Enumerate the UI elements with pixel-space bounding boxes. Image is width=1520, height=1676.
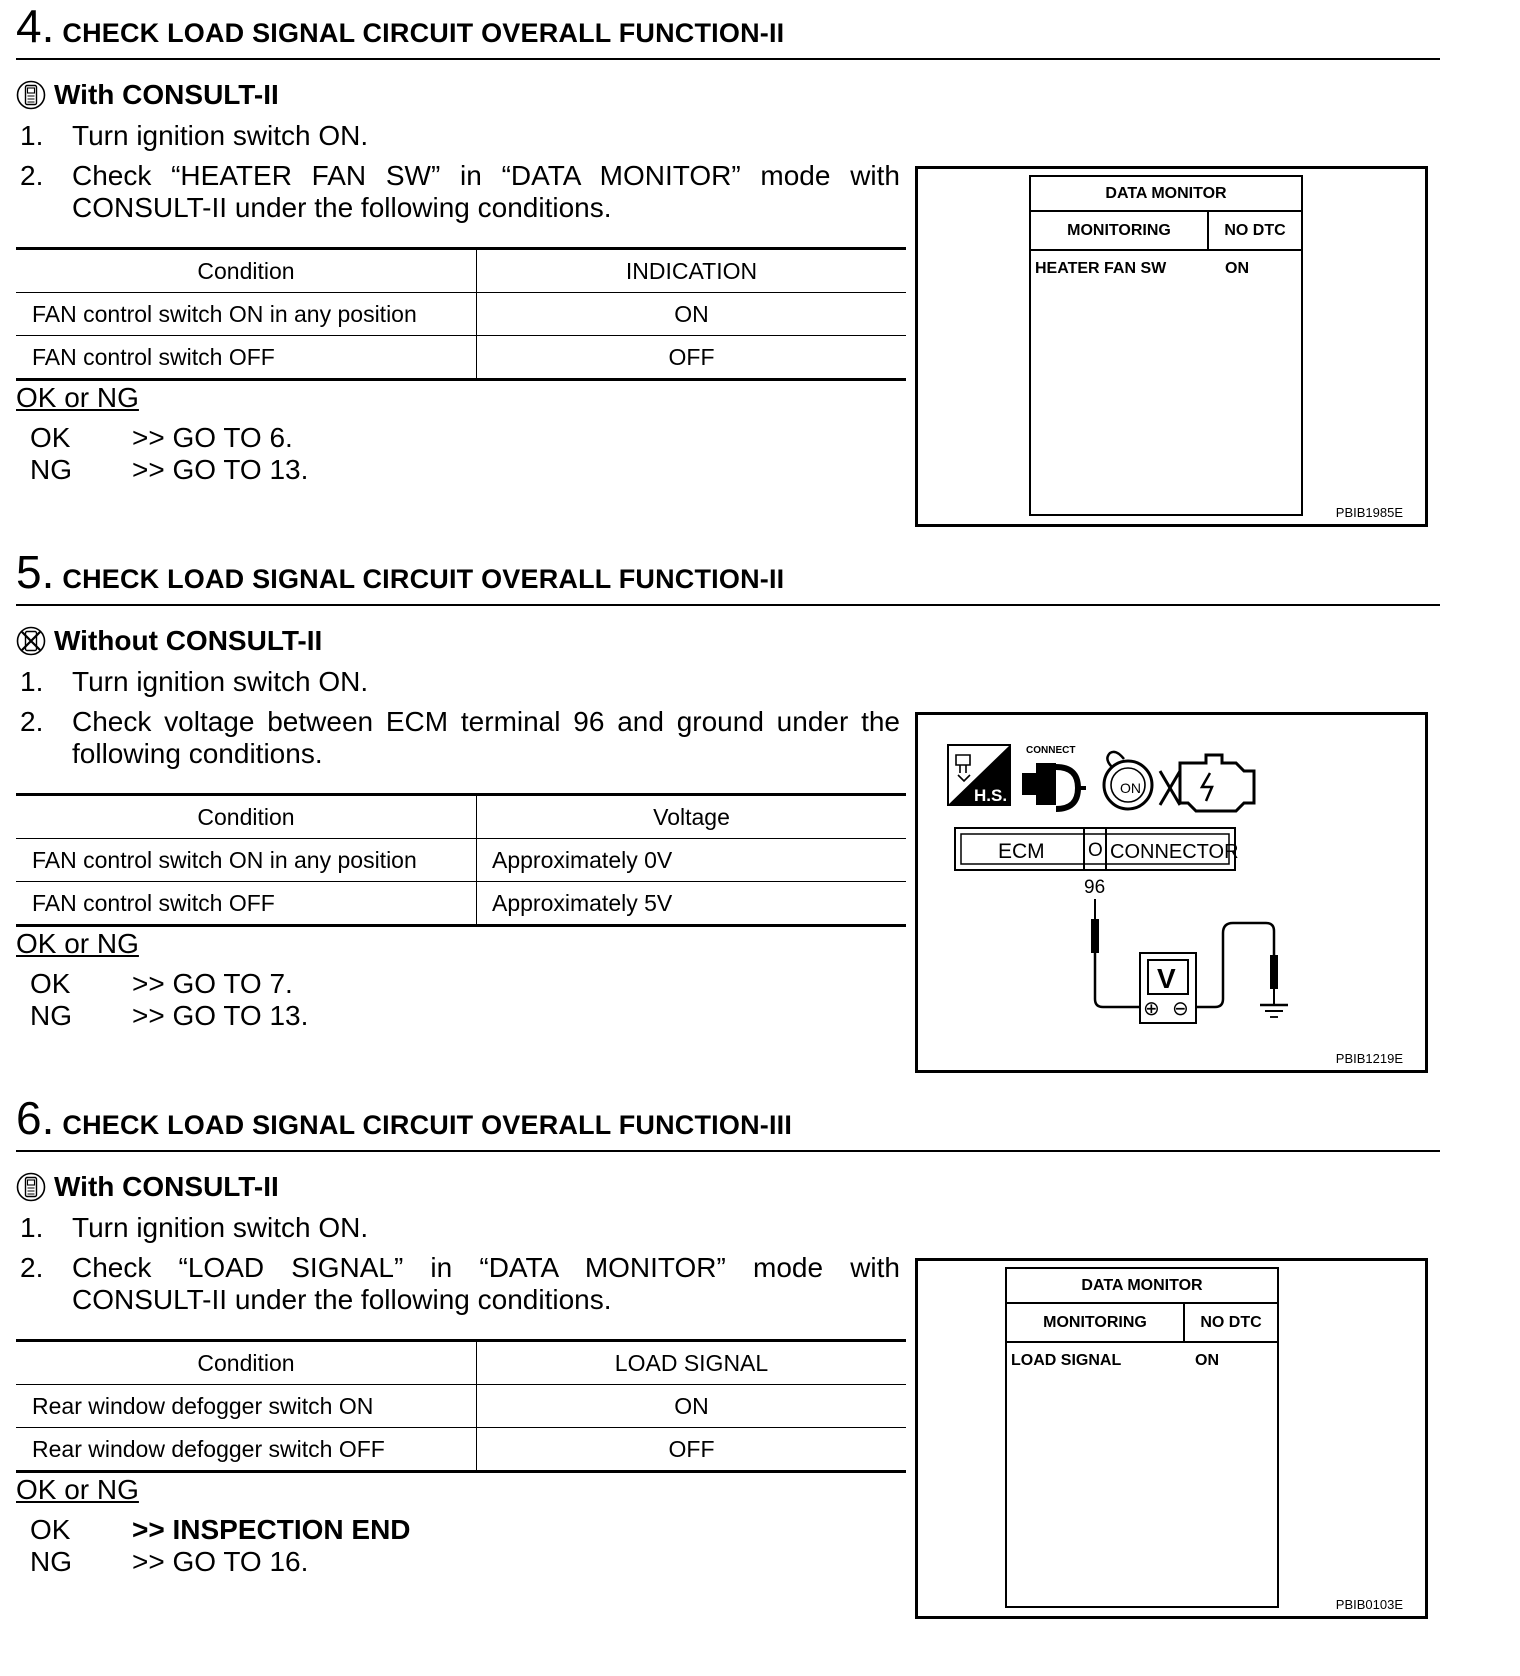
ecm-label: ECM: [998, 840, 1045, 863]
monitor-value: ON: [1225, 260, 1249, 277]
no-dtc-label: NO DTC: [1224, 222, 1286, 239]
connector-label: CONNECTOR: [1110, 841, 1239, 863]
instruction-1: [16, 666, 901, 700]
step-6: [0, 1092, 1440, 1636]
result-value: >> GO TO 6.: [132, 422, 293, 453]
step-heading: [16, 0, 784, 52]
instruction-number: 2.: [20, 1252, 44, 1283]
monitoring-label: MONITORING: [1007, 1304, 1185, 1341]
heading-rule: [16, 1150, 1440, 1152]
table-cell: Approximately 0V: [477, 839, 907, 882]
instruction-text: Check voltage between ECM terminal 96 and ground under the following conditions.: [72, 706, 900, 769]
result-key: NG: [30, 1000, 72, 1031]
figure-id: PBIB1985E: [1335, 505, 1403, 520]
heading-rule: [16, 604, 1440, 606]
instruction-text: Check “LOAD SIGNAL” in “DATA MONITOR” mode with CONSULT-II under the following conditions.: [72, 1252, 900, 1315]
harness-connector-icon: [948, 745, 1010, 805]
data-monitor-title: DATA MONITOR: [1007, 1269, 1277, 1304]
step-title: CHECK LOAD SIGNAL CIRCUIT OVERALL FUNCTION-II: [62, 564, 785, 594]
step-title: CHECK LOAD SIGNAL CIRCUIT OVERALL FUNCTION-III: [62, 1110, 793, 1140]
voltmeter: [1140, 953, 1196, 1023]
step-4: [0, 0, 1440, 544]
table-cell: Rear window defogger switch ON: [16, 1385, 477, 1428]
connect-label: CONNECT: [1026, 745, 1076, 756]
table-header-row: [16, 249, 906, 293]
ok-or-ng-label: OK or NG: [16, 382, 139, 413]
table-cell: OFF: [477, 336, 907, 380]
table-cell: ON: [477, 293, 907, 336]
condition-table: [16, 793, 906, 927]
table-cell: Approximately 5V: [477, 882, 907, 926]
step-number: 6.: [16, 1092, 55, 1144]
result-ok: [30, 968, 293, 1000]
connect-icon: [1022, 745, 1086, 809]
monitor-item: HEATER FAN SW: [1035, 260, 1167, 277]
result-key: OK: [30, 422, 71, 453]
no-dtc-label: NO DTC: [1200, 1314, 1262, 1331]
instruction-1: [16, 1212, 901, 1246]
table-header: Voltage: [477, 795, 907, 839]
table-cell: FAN control switch OFF: [16, 336, 477, 380]
table-cell: Rear window defogger switch OFF: [16, 1428, 477, 1472]
result-value: >> GO TO 13.: [132, 1000, 309, 1031]
voltage-check-diagram: [918, 715, 1425, 1070]
minus-terminal: ⊖: [1172, 996, 1189, 1020]
mode-label: With CONSULT-II: [54, 79, 279, 110]
table-row: [16, 1428, 906, 1472]
mode-line: [16, 1170, 279, 1204]
no-consult-icon: [16, 626, 46, 656]
table-cell: FAN control switch OFF: [16, 882, 477, 926]
heading-rule: [16, 58, 1440, 60]
engine-icon: [1160, 755, 1254, 811]
ok-or-ng-label: OK or NG: [16, 928, 139, 959]
monitor-value: ON: [1195, 1352, 1219, 1369]
voltmeter-label: V: [1157, 963, 1176, 994]
data-monitor-screen: [1005, 1267, 1279, 1608]
step-5: [0, 546, 1440, 1090]
ecm-connector: [955, 828, 1239, 898]
table-cell: OFF: [477, 1428, 907, 1472]
table-header: INDICATION: [477, 249, 907, 293]
table-header: LOAD SIGNAL: [477, 1341, 907, 1385]
result-value: >> GO TO 13.: [132, 454, 309, 485]
result-ng: [30, 454, 308, 486]
ok-or-ng-label: OK or NG: [16, 1474, 139, 1505]
instruction-number: 1.: [20, 666, 44, 697]
instruction-text: Turn ignition switch ON.: [72, 120, 369, 151]
table-row: [16, 839, 906, 882]
monitoring-label: MONITORING: [1031, 212, 1209, 249]
step-title: CHECK LOAD SIGNAL CIRCUIT OVERALL FUNCTION-II: [62, 18, 785, 48]
instruction-1: [16, 120, 901, 154]
consult-icon: [16, 1172, 46, 1202]
result-ok: [30, 1514, 411, 1546]
result-ng: [30, 1000, 308, 1032]
instruction-number: 2.: [20, 160, 44, 191]
step-heading: [16, 546, 784, 598]
monitor-item: LOAD SIGNAL: [1011, 1352, 1122, 1369]
result-value: >> GO TO 7.: [132, 968, 293, 999]
result-key: OK: [30, 1514, 71, 1545]
result-key: NG: [30, 1546, 72, 1577]
step-number: 4.: [16, 0, 55, 52]
table-header: Condition: [16, 249, 477, 293]
result-value: >> INSPECTION END: [132, 1514, 411, 1545]
instruction-2: [16, 706, 901, 772]
instruction-2: [16, 1252, 901, 1318]
condition-table: [16, 1339, 906, 1473]
mode-label: Without CONSULT-II: [54, 625, 323, 656]
data-monitor-figure: [915, 166, 1428, 527]
consult-icon: [16, 80, 46, 110]
terminal-number: 96: [1084, 877, 1106, 898]
mode-line: [16, 78, 279, 112]
result-key: OK: [30, 968, 71, 999]
result-value: >> GO TO 16.: [132, 1546, 309, 1577]
result-ng: [30, 1546, 308, 1578]
table-header-row: [16, 795, 906, 839]
table-cell: ON: [477, 1385, 907, 1428]
condition-table: [16, 247, 906, 381]
step-number: 5.: [16, 546, 55, 598]
data-monitor-figure: [915, 1258, 1428, 1619]
figure-id: PBIB0103E: [1335, 1597, 1403, 1612]
mode-label: With CONSULT-II: [54, 1171, 279, 1202]
data-monitor-screen: [1029, 175, 1303, 516]
pin-mark: O: [1088, 840, 1103, 861]
instruction-number: 1.: [20, 120, 44, 151]
table-header: Condition: [16, 795, 477, 839]
data-monitor-subheader: [1031, 212, 1301, 251]
table-header-row: [16, 1341, 906, 1385]
plus-terminal: ⊕: [1143, 996, 1160, 1020]
instruction-text: Turn ignition switch ON.: [72, 666, 369, 697]
instruction-text: Check “HEATER FAN SW” in “DATA MONITOR” mode with CONSULT-II under the following conditions.: [72, 160, 900, 223]
instruction-text: Turn ignition switch ON.: [72, 1212, 369, 1243]
table-cell: FAN control switch ON in any position: [16, 839, 477, 882]
table-row: [16, 1385, 906, 1428]
data-monitor-subheader: [1007, 1304, 1277, 1343]
figure-id: PBIB1219E: [1335, 1051, 1403, 1066]
table-header: Condition: [16, 1341, 477, 1385]
mode-line: [16, 624, 322, 658]
data-monitor-title: DATA MONITOR: [1031, 177, 1301, 212]
table-cell: FAN control switch ON in any position: [16, 293, 477, 336]
instruction-number: 1.: [20, 1212, 44, 1243]
voltage-check-figure: [915, 712, 1428, 1073]
result-ok: [30, 422, 293, 454]
ignition-on-icon: [1104, 752, 1152, 809]
result-key: NG: [30, 454, 72, 485]
table-row: [16, 336, 906, 380]
hs-label: H.S.: [974, 786, 1008, 805]
step-heading: [16, 1092, 792, 1144]
instruction-number: 2.: [20, 706, 44, 737]
ignition-on-label: ON: [1120, 780, 1141, 796]
table-row: [16, 882, 906, 926]
instruction-2: [16, 160, 901, 226]
table-row: [16, 293, 906, 336]
